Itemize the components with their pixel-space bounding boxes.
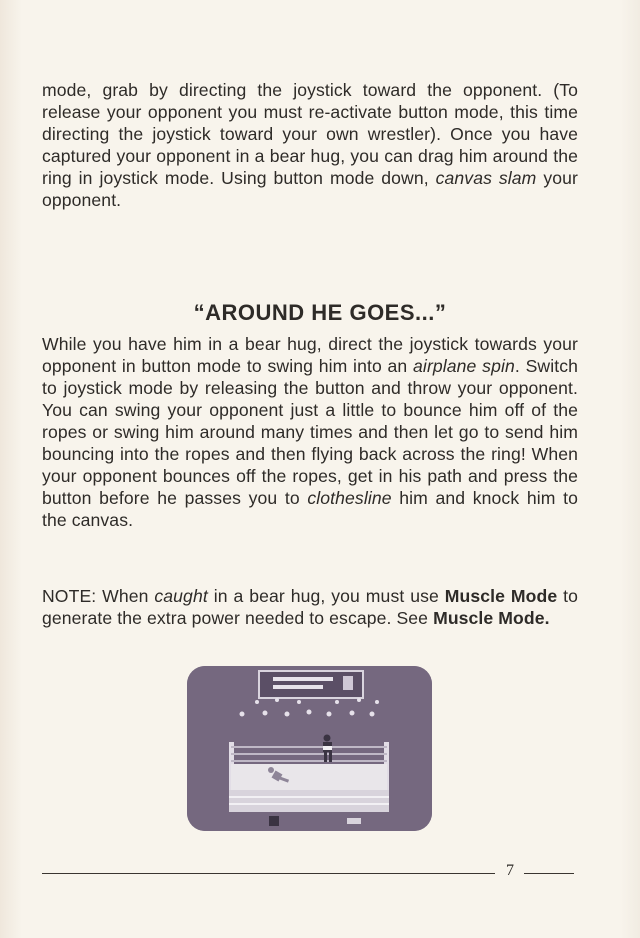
game-screenshot <box>187 666 432 831</box>
note-paragraph: NOTE: When caught in a bear hug, you must use Muscle Mode to generate the extra power needed to escape. See Muscle Mode. <box>42 586 578 628</box>
footer-rule-right <box>524 873 574 874</box>
term-caught: caught <box>154 586 208 606</box>
section-heading: “AROUND HE GOES...” <box>193 300 447 325</box>
term-clothesline: clothesline <box>307 488 392 508</box>
footer-rule-left <box>42 873 495 874</box>
term-muscle-mode: Muscle Mode <box>444 586 558 606</box>
paragraph-grab: mode, grab by directing the joystick toward the opponent. (To release your opponent you must re-activate button mode, this time directing the joystick toward your own wrestler). Once you have captured your opponent in a bear hug, you can drag him around the ring in joystick mode. Using button mode down, canvas slam your opponent. <box>42 80 578 210</box>
reference-muscle-mode: Muscle Mode. <box>433 608 550 628</box>
wrestling-ring-illustration <box>187 666 432 831</box>
term-canvas-slam: canvas slam <box>435 168 537 188</box>
term-airplane-spin: airplane spin <box>413 356 515 376</box>
paragraph-around-he-goes: While you have him in a bear hug, direct the joystick towards your opponent in button mode to swing him into an airplane spin. Switch to joystick mode by releasing the button and throw your opponent. You can swing your opponent just a little to bounce him off of the ropes or swing him around many times and then let go to send him bouncing into the ropes and then flying back across the ring! When your opponent bounces off the ropes, get in his path and press the button before he passes you to clothesline him and knock him to the canvas. <box>42 334 578 530</box>
page-number: 7 <box>506 862 514 879</box>
